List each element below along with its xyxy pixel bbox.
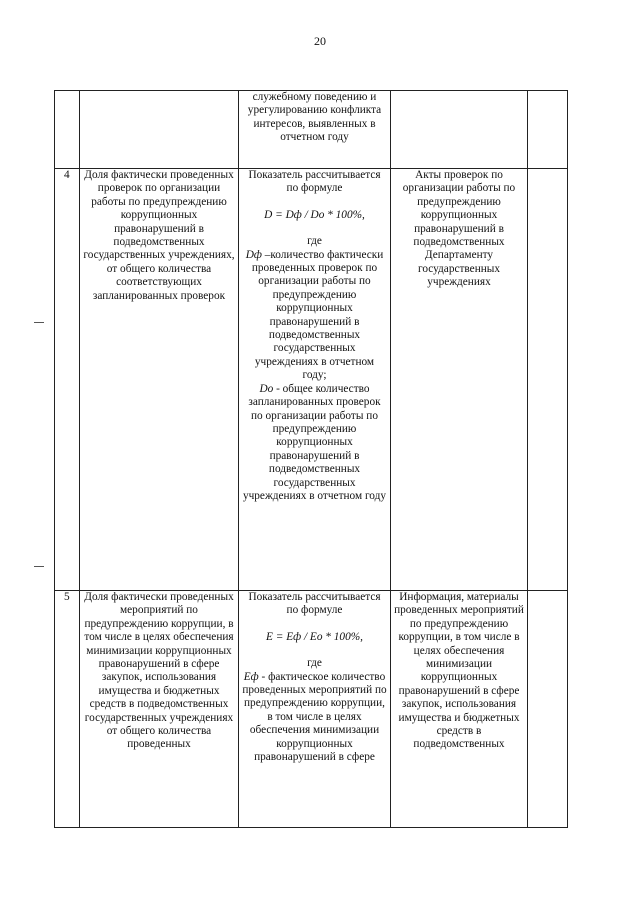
row-number [55,91,80,169]
table-row [55,91,568,169]
method-intro: Показатель рассчитывается по формуле [248,591,381,617]
data-source [391,91,528,169]
indicator-name [80,91,239,169]
variable-symbol: Dф [245,248,262,261]
data-source: Акты проверок по организации работы по предупреждению коррупционных правонарушений в подведомственных Департаменту государственных учреждениях [391,169,528,591]
formula: E = Eф / Eо * 100%, [266,630,363,643]
extra-cell [528,169,568,591]
indicator-name: Доля фактически проведенных проверок по организации работы по предупреждению коррупционных правонарушений в подведомственных государственных учреждениях, от общего количества соответствующих запланированных проверок [80,169,239,591]
calculation-method: служебному поведению и урегулированию конфликта интересов, выявленных в отчетном году [239,91,391,169]
where-label: где [307,657,322,670]
indicator-name: Доля фактически проведенных мероприятий по предупреждению коррупции, в том числе в целях обеспечения минимизации коррупционных правонарушений в сфере закупок, использования имущества и бюджетных средств в подведомственных государственных учреждениях от общего количества проведенных [80,591,239,828]
method-intro: Показатель рассчитывается по формуле [248,169,381,195]
data-source: Информация, материалы проведенных мероприятий по предупреждению коррупции, в том числе в целях обеспечения минимизации коррупционных правонарушений в сфере закупок, использования имущества и бюджетных средств в подведомственных [391,591,528,828]
row-number: 5 [55,591,80,828]
extra-cell [528,91,568,169]
variable-symbol: Eф [243,670,259,683]
calculation-method [239,169,391,591]
table-row [55,591,568,828]
variable-description: - фактическое количество проведенных мероприятий по предупреждению коррупции, в том числе в целях обеспечения минимизации коррупционных правонарушений в сфере [242,670,387,764]
calculation-method [239,591,391,828]
formula: D = Dф / Dо * 100%, [264,208,365,221]
margin-mark [34,566,44,567]
variable-description: - общее количество запланированных проверок по организации работы по предупреждению коррупционных правонарушений в подведомственных государственных учреждениях в отчетном году [242,382,387,502]
indicator-table [54,90,568,828]
where-label: где [307,235,322,248]
variable-description: –количество фактически проведенных проверок по организации работы по предупреждению коррупционных правонарушений в подведомственных государственных учреждениях в отчетном году; [251,248,384,382]
row-number: 4 [55,169,80,591]
page-number: 20 [314,34,326,48]
margin-mark [34,322,44,323]
extra-cell [528,591,568,828]
variable-symbol: Dо [259,382,274,395]
table-row [55,169,568,591]
